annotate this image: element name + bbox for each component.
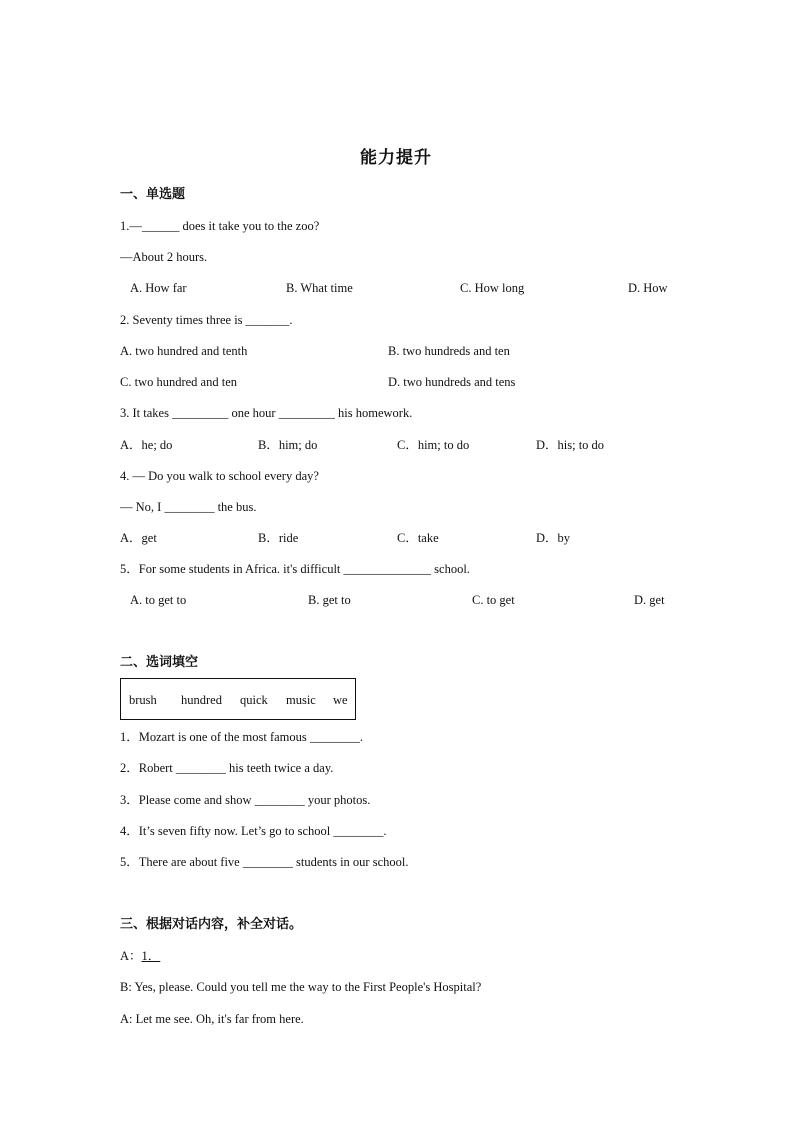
question-3-option-d: D．his; to do bbox=[536, 438, 605, 452]
question-4-option-b: B．ride bbox=[258, 531, 299, 545]
dialogue-speaker: A: bbox=[120, 1012, 136, 1026]
question-3-stem: 3. It takes _________ one hour _________ his homework. bbox=[120, 406, 413, 420]
question-2-option-b: B. two hundreds and ten bbox=[388, 344, 510, 358]
question-5-option-d: D. get bbox=[634, 593, 665, 607]
question-3-option-c: C．him; to do bbox=[397, 438, 470, 452]
question-1-option-a: A. How far bbox=[130, 281, 187, 295]
question-5-option-a: A. to get to bbox=[130, 593, 187, 607]
question-4-option-c: C．take bbox=[397, 531, 439, 545]
section-heading-single-choice: 一、单选题 bbox=[120, 187, 186, 202]
dialogue-line-3 bbox=[120, 1011, 304, 1027]
question-5-stem: 5．For some students in Africa. it's difficult ______________ school. bbox=[120, 562, 470, 576]
word-bank-word: quick bbox=[240, 693, 268, 707]
fill-item-1: 1．Mozart is one of the most famous ________. bbox=[120, 730, 364, 744]
question-4-answer-line: — No, I ________ the bus. bbox=[120, 500, 257, 514]
question-4-stem: 4. — Do you walk to school every day? bbox=[120, 469, 319, 483]
question-2-stem: 2. Seventy times three is _______. bbox=[120, 313, 293, 327]
question-1-option-c: C. How long bbox=[460, 281, 525, 295]
question-5-option-b: B. get to bbox=[308, 593, 351, 607]
word-bank-word: we bbox=[333, 693, 348, 707]
dialogue-blank-1: 1． bbox=[141, 949, 161, 963]
question-2-option-a: A. two hundred and tenth bbox=[120, 344, 248, 358]
dialogue-text: Let me see. Oh, it's far from here. bbox=[135, 1012, 304, 1026]
dialogue-line-1 bbox=[120, 948, 160, 964]
word-bank-box bbox=[120, 678, 356, 720]
question-5-option-c: C. to get bbox=[472, 593, 515, 607]
dialogue-speaker: A： bbox=[120, 949, 142, 963]
fill-item-2: 2．Robert ________ his teeth twice a day. bbox=[120, 761, 334, 775]
question-4-option-d: D．by bbox=[536, 531, 571, 545]
section-heading-word-fill: 二、选词填空 bbox=[120, 655, 199, 670]
word-bank-word: hundred bbox=[181, 693, 222, 707]
fill-item-4: 4．It’s seven fifty now. Let’s go to school ________. bbox=[120, 824, 387, 838]
question-3-option-a: A．he; do bbox=[120, 438, 173, 452]
dialogue-line-2 bbox=[120, 979, 481, 995]
dialogue-text: Yes, please. Could you tell me the way to the First People's Hospital? bbox=[134, 980, 482, 994]
question-3-option-b: B．him; do bbox=[258, 438, 318, 452]
question-1-answer-line: —About 2 hours. bbox=[120, 250, 208, 264]
section-heading-dialogue: 三、根据对话内容，补全对话。 bbox=[120, 917, 303, 932]
fill-item-3: 3．Please come and show ________ your photos. bbox=[120, 793, 371, 807]
dialogue-speaker: B: bbox=[120, 980, 135, 994]
fill-item-5: 5．There are about five ________ students in our school. bbox=[120, 855, 409, 869]
question-1-option-d: D. How bbox=[628, 281, 668, 295]
question-2-option-c: C. two hundred and ten bbox=[120, 375, 237, 389]
page-title: 能力提升 bbox=[360, 148, 432, 168]
question-1-option-b: B. What time bbox=[286, 281, 353, 295]
question-2-option-d: D. two hundreds and tens bbox=[388, 375, 516, 389]
word-bank-word: brush bbox=[129, 693, 157, 707]
word-bank-word: music bbox=[286, 693, 316, 707]
question-1-stem: 1.—______ does it take you to the zoo? bbox=[120, 219, 320, 233]
question-4-option-a: A．get bbox=[120, 531, 157, 545]
